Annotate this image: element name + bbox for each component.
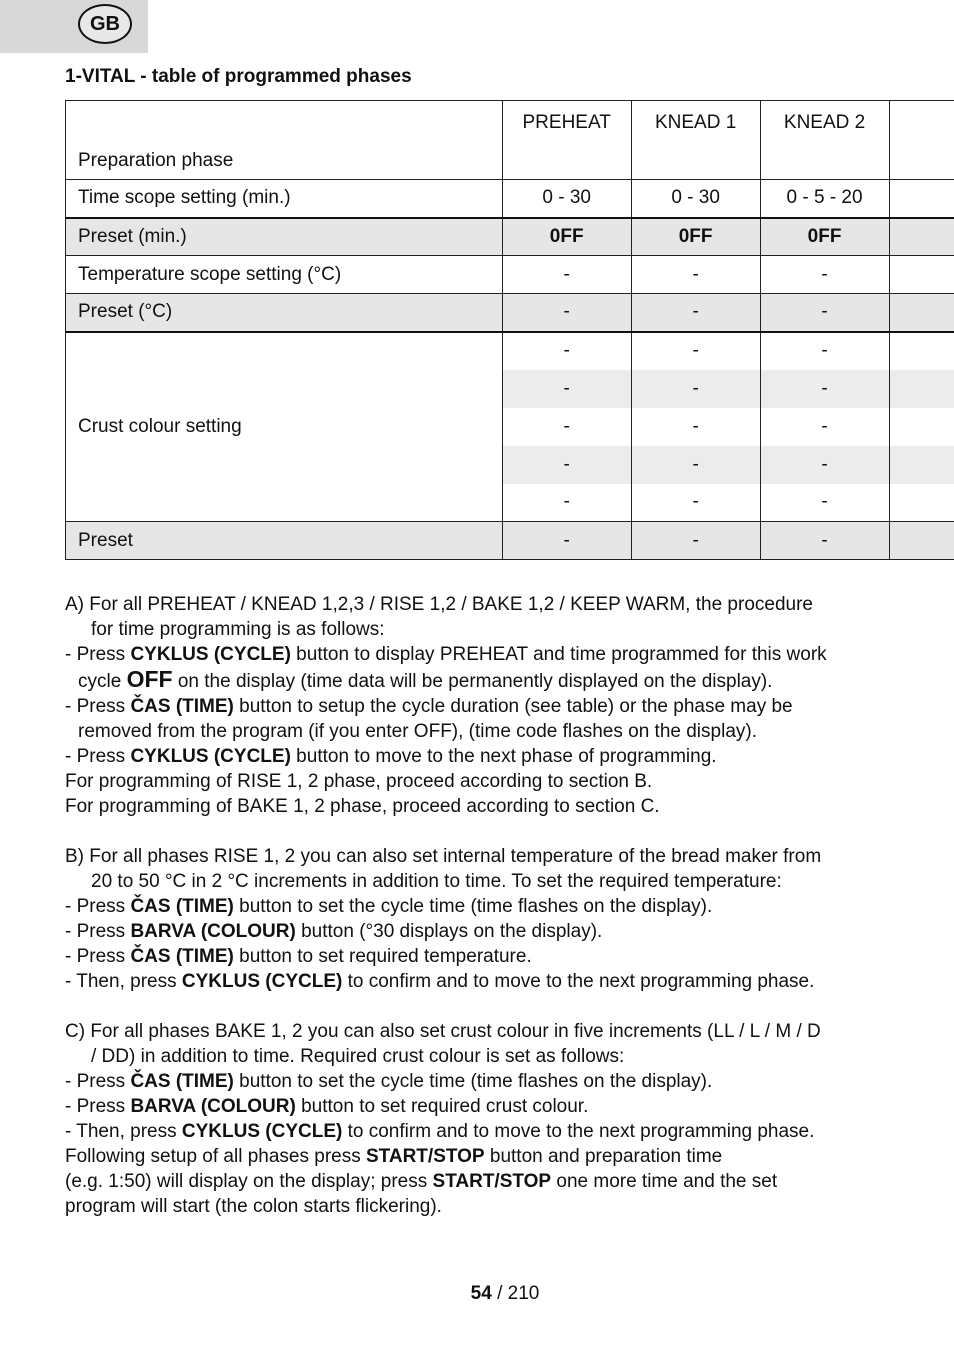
- table-cell: -: [631, 370, 760, 408]
- section-c-intro: C) For all phases BAKE 1, 2 you can also set crust colour in five increments (LL / L / M / D: [65, 1021, 821, 1042]
- table-cell: -: [760, 446, 889, 484]
- total-pages: / 210: [491, 1283, 540, 1304]
- instruction-line: removed from the program (if you enter OFF), (time code flashes on the display).: [78, 721, 757, 742]
- table-cell: -: [502, 370, 631, 408]
- section-a-intro: A) For all PREHEAT / KNEAD 1,2,3 / RISE 1,2 / BAKE 1,2 / KEEP WARM, the procedure: [65, 594, 813, 615]
- column-header: KNEAD 1: [631, 101, 760, 180]
- table-cell: -: [631, 294, 760, 332]
- table-row: [66, 218, 954, 256]
- table-cell: 0 - 30: [502, 180, 631, 218]
- table-cell: [889, 408, 954, 446]
- instruction-line: For programming of BAKE 1, 2 phase, proceed according to section C.: [65, 796, 660, 817]
- language-tab: [0, 0, 148, 53]
- table-cell: -: [631, 332, 760, 370]
- table-cell: -: [760, 294, 889, 332]
- instruction-line: (e.g. 1:50) will display on the display; press START/STOP one more time and the set: [65, 1171, 778, 1192]
- table-cell: -: [631, 256, 760, 294]
- table-row: [66, 294, 954, 332]
- table-cell: -: [631, 522, 760, 560]
- instruction-line: - Press CYKLUS (CYCLE) button to move to the next phase of programming.: [65, 746, 717, 767]
- table-cell: -: [760, 256, 889, 294]
- table-row: [66, 522, 954, 560]
- current-page: 54: [470, 1283, 492, 1304]
- column-header: [889, 101, 954, 180]
- table-cell: [889, 332, 954, 370]
- table-cell: 0 - 5 - 20: [760, 180, 889, 218]
- table-cell: 0FF: [760, 218, 889, 256]
- table-cell: [889, 218, 954, 256]
- row-label: Preset (min.): [66, 218, 503, 256]
- table-cell: -: [631, 408, 760, 446]
- table-row: [66, 332, 954, 370]
- instruction-line: - Press BARVA (COLOUR) button (°30 displays on the display).: [65, 921, 603, 942]
- table-cell: [889, 522, 954, 560]
- table-cell: -: [631, 484, 760, 522]
- table-cell: -: [760, 370, 889, 408]
- instruction-line: - Press ČAS (TIME) button to set the cycle time (time flashes on the display).: [65, 1071, 713, 1092]
- instruction-line: - Press ČAS (TIME) button to setup the cycle duration (see table) or the phase may be: [65, 696, 793, 717]
- phases-table: [65, 100, 954, 560]
- table-cell: 0FF: [631, 218, 760, 256]
- table-cell: 0FF: [502, 218, 631, 256]
- table-cell: -: [502, 484, 631, 522]
- header-label: Preparation phase: [66, 101, 503, 180]
- table-cell: [889, 180, 954, 218]
- instruction-line: - Press CYKLUS (CYCLE) button to display PREHEAT and time programmed for this work: [65, 644, 827, 665]
- section-b-intro-cont: 20 to 50 °C in 2 °C increments in addition to time. To set the required temperature:: [91, 871, 782, 892]
- instruction-line: - Then, press CYKLUS (CYCLE) to confirm and to move to the next programming phase.: [65, 971, 815, 992]
- page-number: [0, 1283, 954, 1305]
- instruction-line: - Press ČAS (TIME) button to set the cycle time (time flashes on the display).: [65, 896, 713, 917]
- table-cell: [889, 446, 954, 484]
- off-display-text: OFF: [126, 666, 173, 692]
- table-cell: [889, 370, 954, 408]
- table-cell: -: [502, 332, 631, 370]
- table-cell: 0 - 30: [631, 180, 760, 218]
- table-cell: -: [502, 408, 631, 446]
- language-badge: GB: [78, 4, 132, 44]
- table-cell: -: [631, 446, 760, 484]
- instruction-line: - Then, press CYKLUS (CYCLE) to confirm and to move to the next programming phase.: [65, 1121, 815, 1142]
- instruction-line: - Press ČAS (TIME) button to set required temperature.: [65, 946, 532, 967]
- table-cell: -: [760, 332, 889, 370]
- column-header: KNEAD 2: [760, 101, 889, 180]
- table-cell: [889, 294, 954, 332]
- table-cell: -: [760, 484, 889, 522]
- table-cell: -: [760, 408, 889, 446]
- crust-colour-label: Crust colour setting: [66, 332, 503, 522]
- column-header: PREHEAT: [502, 101, 631, 180]
- table-header-row: [66, 101, 954, 180]
- table-cell: -: [502, 294, 631, 332]
- instruction-line: For programming of RISE 1, 2 phase, proceed according to section B.: [65, 771, 653, 792]
- table-cell: -: [502, 446, 631, 484]
- table-cell: -: [760, 522, 889, 560]
- section-c-intro-cont: / DD) in addition to time. Required crust colour is set as follows:: [91, 1046, 625, 1067]
- table-cell: -: [502, 522, 631, 560]
- table-row: [66, 256, 954, 294]
- section-title: 1-VITAL - table of programmed phases: [65, 66, 412, 87]
- row-label: Time scope setting (min.): [66, 180, 503, 218]
- instruction-line: cycle OFF on the display (time data will be permanently displayed on the display).: [78, 666, 773, 692]
- row-label: Preset: [66, 522, 503, 560]
- row-label: Preset (°C): [66, 294, 503, 332]
- instructions: [65, 592, 895, 1219]
- row-label: Temperature scope setting (°C): [66, 256, 503, 294]
- table-row: [66, 180, 954, 218]
- section-a-intro-cont: for time programming is as follows:: [91, 619, 385, 640]
- table-cell: -: [502, 256, 631, 294]
- instruction-line: program will start (the colon starts flickering).: [65, 1196, 442, 1217]
- table-cell: [889, 484, 954, 522]
- section-b-intro: B) For all phases RISE 1, 2 you can also set internal temperature of the bread maker from: [65, 846, 822, 867]
- instruction-line: - Press BARVA (COLOUR) button to set required crust colour.: [65, 1096, 589, 1117]
- instruction-line: Following setup of all phases press START/STOP button and preparation time: [65, 1146, 723, 1167]
- table-cell: [889, 256, 954, 294]
